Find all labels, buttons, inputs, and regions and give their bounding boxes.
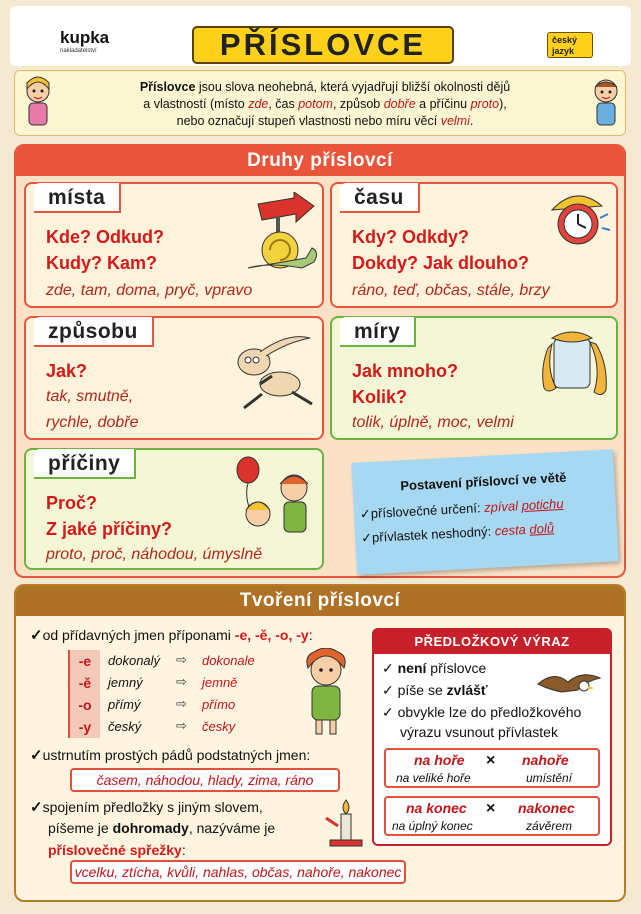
intro-box <box>14 70 626 136</box>
intro-example: velmi <box>440 114 470 128</box>
card-casu-question-2: Dokdy? Jak dlouho? <box>352 253 530 273</box>
rule-text: od přídavných jmen příponami <box>42 627 235 643</box>
boy-peeking-icon <box>589 75 623 127</box>
card-priciny-question-1: Proč? <box>46 493 98 513</box>
suffix-row <box>70 672 308 694</box>
suffix-row <box>70 650 308 672</box>
note-example: cesta <box>494 521 530 539</box>
suffix-table <box>68 650 306 738</box>
suffix: -y <box>70 716 100 738</box>
snail-with-arrow-icon <box>238 192 322 274</box>
publisher-subtitle: nakladatelství <box>60 48 97 54</box>
intro-example: proto <box>470 97 500 111</box>
card-zpusobu-examples-1: tak, smutně, <box>46 388 134 405</box>
check-icon: ✓ <box>30 627 43 644</box>
adverb-meaning: umístění <box>526 771 573 785</box>
rule-term: příslovečné spřežky <box>48 842 182 858</box>
card-casu-question-1: Kdy? Odkdy? <box>352 227 470 247</box>
arrow-right-icon: ⇨ <box>176 652 187 667</box>
shy-girl-icon <box>298 648 354 738</box>
arrow-right-icon: ⇨ <box>176 718 187 733</box>
intro-term: Příslovce <box>139 80 196 94</box>
adjective: český <box>108 719 142 734</box>
rule-text: ustrnutím prostých pádů podstatných jmen: <box>42 747 311 763</box>
overflowing-honey-icon <box>536 328 610 402</box>
formation-rule-compounds-2 <box>48 820 275 836</box>
suffix: -e <box>70 650 100 672</box>
card-zpusobu-examples-2: rychle, dobře <box>46 414 139 431</box>
note-title: Postavení příslovcí ve větě <box>400 469 567 494</box>
adverb: česky <box>202 719 236 734</box>
prep-text: ✓ píše se <box>382 682 447 698</box>
publisher-logo: kupka <box>60 28 110 47</box>
check-icon: ✓ <box>30 747 43 764</box>
card-mista-question-1: Kde? Odkud? <box>46 227 164 247</box>
adverb: dokonale <box>202 653 255 668</box>
intro-text-part: ), <box>499 97 507 111</box>
intro-text-part: , způsob <box>332 97 384 111</box>
subject-badge <box>547 32 593 58</box>
suffix-row <box>70 694 308 716</box>
kids-with-balloon-icon <box>230 454 322 538</box>
intro-text-part: . <box>469 114 474 128</box>
rule-text: píšeme je <box>48 820 113 836</box>
rule-text: : <box>308 627 313 643</box>
card-priciny-question-2: Z jaké příčiny? <box>46 519 173 539</box>
header <box>10 6 631 66</box>
eagle-icon <box>534 666 604 706</box>
intro-text <box>75 79 575 130</box>
card-mista <box>24 182 324 308</box>
card-zpusobu <box>24 316 324 440</box>
card-mista-label: místa <box>34 183 121 213</box>
rule-text: spojením předložky s jiným slovem, <box>42 799 263 815</box>
note-example-highlight: potichu <box>521 495 564 514</box>
prep-text: příslovce <box>426 660 487 676</box>
card-priciny <box>24 448 324 570</box>
card-priciny-examples: proto, proč, náhodou, úmyslně <box>46 546 263 563</box>
intro-example: potom <box>298 97 333 111</box>
rule-emphasis: dohromady <box>112 820 189 836</box>
note-example-highlight: dolů <box>529 520 555 537</box>
arrow-right-icon: ⇨ <box>176 674 187 689</box>
alarm-clock-icon <box>546 188 612 250</box>
card-miry-question-2: Kolik? <box>352 387 408 407</box>
card-miry <box>330 316 618 440</box>
card-casu-examples: ráno, teď, občas, stále, brzy <box>352 282 550 299</box>
intro-line-1 <box>75 79 575 96</box>
intro-text-part: nebo označují stupeň vlastnosti nebo míru věcí <box>176 114 441 128</box>
prep-check: ✓ <box>382 660 398 676</box>
note-text: ✓příslovečné určení: <box>359 500 485 522</box>
card-casu <box>330 182 618 308</box>
intro-text-part: a příčinu <box>415 97 471 111</box>
note-line-attribute <box>361 520 555 546</box>
formation-rule-suffixes <box>30 626 313 644</box>
prep-heading: PŘEDLOŽKOVÝ VÝRAZ <box>374 630 610 654</box>
adverb: přímo <box>202 697 236 712</box>
prep-emphasis: není <box>397 660 427 676</box>
running-rabbit-icon <box>222 328 322 416</box>
word-position-note <box>351 449 619 575</box>
card-casu-label: času <box>340 183 420 213</box>
intro-example: dobře <box>383 97 416 111</box>
formation-heading: Tvoření příslovcí <box>16 586 624 616</box>
adverb: jemně <box>202 675 238 690</box>
adverb-meaning: závěrem <box>526 819 573 833</box>
card-miry-question-1: Jak mnoho? <box>352 361 459 381</box>
note-example: zpíval <box>483 498 523 516</box>
intro-text-part: a vlastností (místo <box>143 97 249 111</box>
prep-emphasis: zvlášť <box>446 682 488 698</box>
adjective: dokonalý <box>108 653 161 668</box>
rule-text: , nazýváme je <box>188 820 276 836</box>
intro-text-part: , čas <box>268 97 299 111</box>
prep-phrase-expanded: na veliké hoře <box>396 771 471 785</box>
card-priciny-label: příčiny <box>34 449 136 479</box>
note-line-adverbial <box>360 496 564 523</box>
formation-section <box>14 584 626 902</box>
page-title: PŘÍSLOVCE <box>192 26 454 64</box>
suffix: -ě <box>70 672 100 694</box>
adjective: přímý <box>108 697 141 712</box>
adverb: nakonec <box>518 800 575 816</box>
prep-line-4: výrazu vsunout přívlastek <box>400 724 558 740</box>
versus-icon: × <box>486 752 496 769</box>
card-zpusobu-question-1: Jak? <box>46 361 88 381</box>
card-mista-question-2: Kudy? Kam? <box>46 253 158 273</box>
types-heading: Druhy příslovcí <box>16 146 624 176</box>
adverb: nahoře <box>522 752 569 768</box>
note-text: ✓přívlastek neshodný: <box>360 523 496 546</box>
formation-rule-cases <box>30 746 310 764</box>
versus-icon: × <box>486 800 496 817</box>
formation-rule-compounds-3 <box>48 842 186 858</box>
card-zpusobu-label: způsobu <box>34 317 154 347</box>
candle-icon <box>322 798 366 848</box>
rule-text: : <box>181 842 186 858</box>
adjective: jemný <box>108 675 143 690</box>
intro-text-part: jsou slova neohebná, která vyjadřují bližší okolnosti dějů <box>195 80 511 94</box>
intro-line-2 <box>75 96 575 113</box>
card-miry-label: míry <box>340 317 416 347</box>
check-icon: ✓ <box>30 799 43 816</box>
prep-line-1 <box>382 660 486 677</box>
card-mista-examples: zde, tam, doma, pryč, vpravo <box>46 282 253 299</box>
intro-line-3 <box>75 113 575 130</box>
prep-line-2 <box>382 682 488 699</box>
prep-example-box-2 <box>384 796 600 836</box>
compounds-example-box: vcelku, ztícha, kvůli, nahlas, občas, nahoře, nakonec <box>70 860 406 884</box>
intro-example: zde <box>248 97 269 111</box>
suffix: -o <box>70 694 100 716</box>
badge-line-1: český <box>552 35 578 45</box>
prep-example-box-1 <box>384 748 600 788</box>
prep-phrase: na konec <box>406 800 467 816</box>
prep-line-3: ✓ obvykle lze do předložkového <box>382 704 582 720</box>
cases-example-box: časem, náhodou, hlady, zima, ráno <box>70 768 340 792</box>
types-section <box>14 144 626 578</box>
girl-peeking-icon <box>21 75 55 127</box>
arrow-right-icon: ⇨ <box>176 696 187 711</box>
formation-rule-compounds-1 <box>30 798 263 816</box>
prep-phrase: na hoře <box>414 752 465 768</box>
card-miry-examples: tolik, úplně, moc, velmi <box>352 414 514 431</box>
prep-phrase-expanded: na úplný konec <box>392 819 473 833</box>
prepositional-phrase-box <box>372 628 612 846</box>
suffix-row <box>70 716 308 738</box>
rule-suffixes: -e, -ě, -o, -y <box>234 627 309 643</box>
badge-line-2: jazyk <box>552 46 575 56</box>
